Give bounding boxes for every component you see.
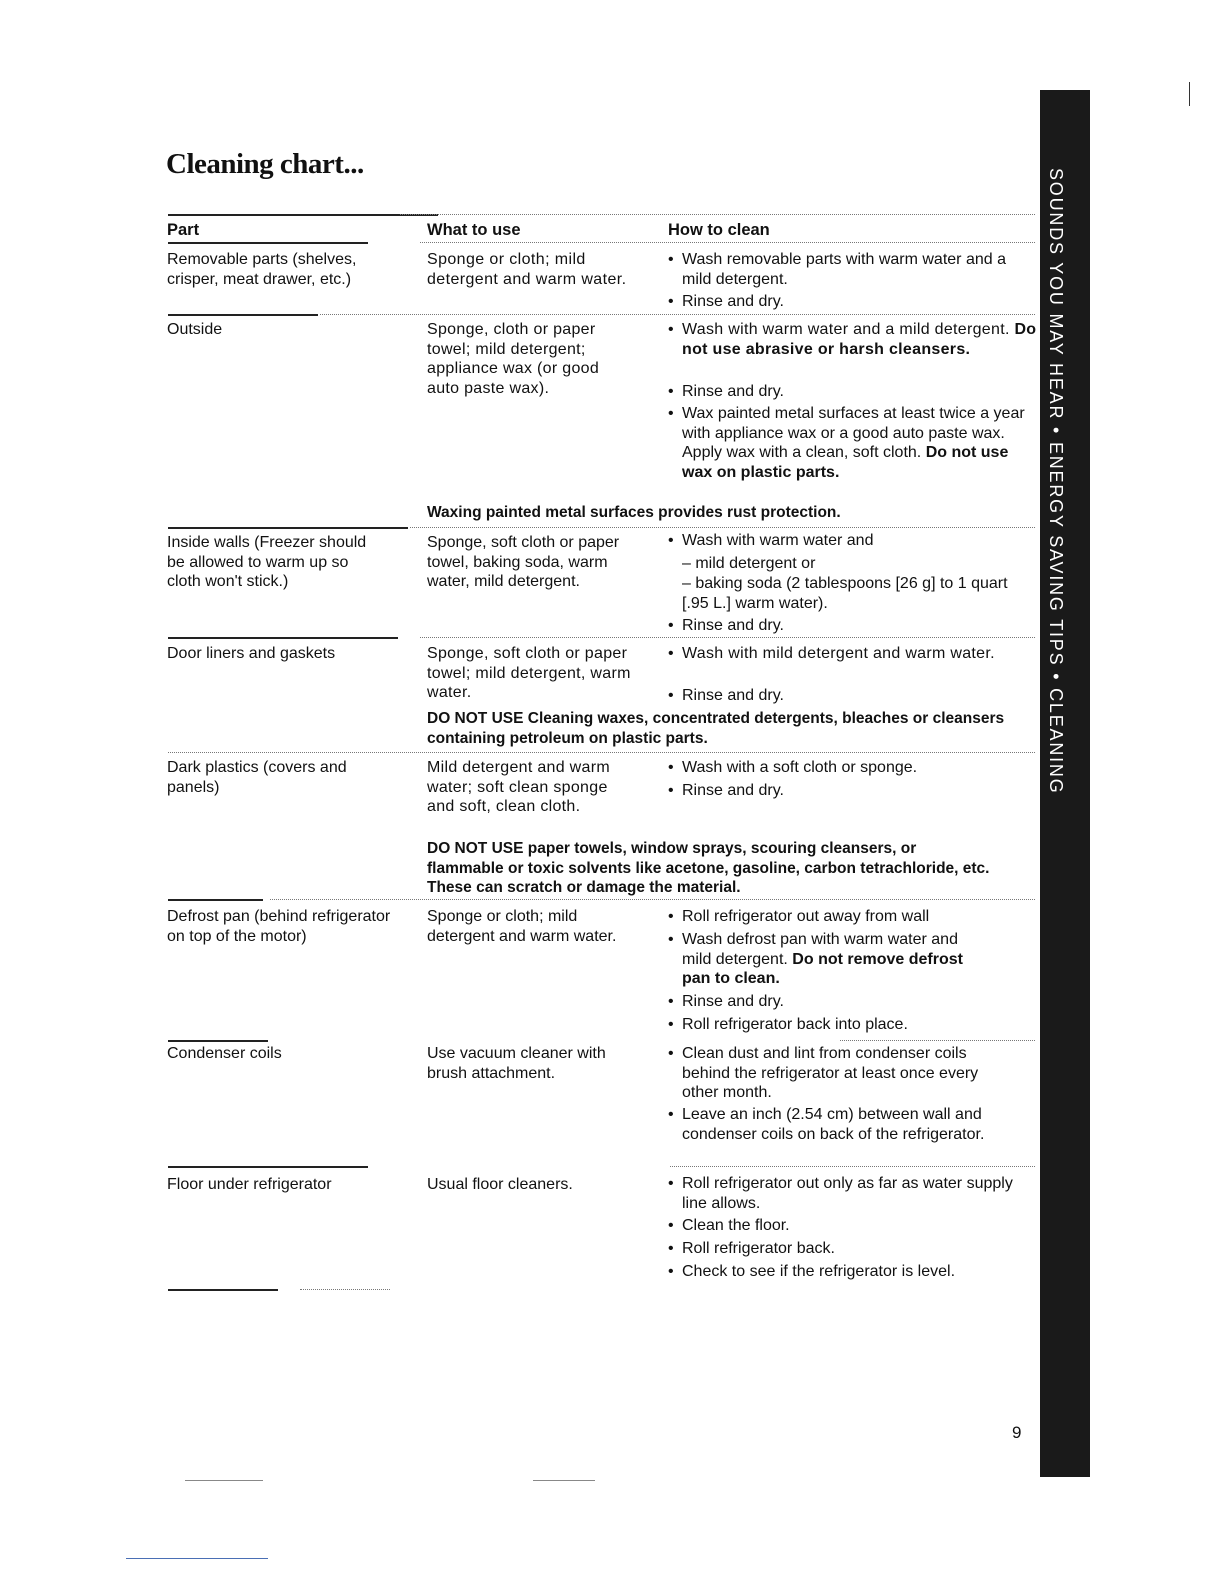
part-cell: Floor under refrigerator	[167, 1176, 332, 1193]
column-header-what: What to use	[427, 221, 521, 239]
how-item: • Wash with mild detergent and warm water.	[668, 644, 1037, 664]
page-title: Cleaning chart...	[166, 148, 364, 180]
divider	[168, 1289, 278, 1291]
divider	[400, 214, 1035, 215]
how-text: Wash with warm water and a mild detergent.	[682, 321, 1010, 338]
row-note: DO NOT USE paper towels, window sprays, scouring cleansers, or flammable or toxic solvents like acetone, gasoline, carbon tetrachloride, etc. These can scratch or damage the material.	[427, 840, 990, 896]
how-item: • Roll refrigerator back into place.	[668, 1015, 1037, 1035]
how-warning: Do not use abrasive or harsh cleansers.	[682, 321, 1037, 358]
divider	[168, 899, 263, 901]
divider	[420, 242, 1035, 243]
row-note: Waxing painted metal surfaces provides rust protection.	[427, 504, 841, 521]
column-header-how: How to clean	[668, 221, 770, 239]
divider	[670, 1166, 1035, 1167]
how-item: • Rinse and dry.	[668, 992, 1037, 1012]
what-cell: Sponge or cloth; mild detergent and warm water.	[427, 251, 627, 288]
divider	[168, 527, 408, 529]
how-warning: Do not use wax on plastic parts.	[682, 444, 1009, 481]
section-tab-label: SOUNDS YOU MAY HEAR • ENERGY SAVING TIPS • CLEANING	[1046, 168, 1066, 795]
how-warning: Do not remove defrost pan to clean.	[682, 950, 963, 987]
what-cell: Sponge, soft cloth or paper towel, baking soda, warm water, mild detergent.	[427, 534, 620, 590]
footer-rule	[126, 1558, 268, 1559]
divider	[320, 314, 1035, 315]
how-text: Wax painted metal surfaces at least twice a year with appliance wax or a good auto paste wax. Apply wax with a clean, soft cloth.	[682, 405, 1025, 461]
footer-rule	[185, 1480, 263, 1481]
how-subitem: – mild detergent or	[682, 555, 816, 572]
divider	[168, 752, 1035, 753]
divider	[168, 242, 368, 244]
part-cell: Condenser coils	[167, 1045, 282, 1062]
divider	[840, 1040, 1035, 1041]
how-item: • Rinse and dry.	[668, 382, 1037, 402]
divider	[168, 314, 318, 316]
divider	[420, 637, 1035, 638]
how-item: • Clean dust and lint from condenser coils behind the refrigerator at least once every other month.	[668, 1044, 997, 1103]
column-header-part: Part	[167, 221, 200, 239]
divider	[168, 1040, 268, 1042]
how-item	[668, 320, 1037, 359]
part-cell: Door liners and gaskets	[167, 645, 336, 662]
divider	[410, 527, 1035, 528]
how-item: • Rinse and dry.	[668, 292, 1037, 312]
what-cell: Sponge, soft cloth or paper towel; mild detergent, warm water.	[427, 645, 631, 701]
how-text: Wash defrost pan with warm water and mild detergent.	[682, 931, 958, 968]
how-item: • Check to see if the refrigerator is level.	[668, 1262, 1037, 1282]
how-item: • Rinse and dry.	[668, 781, 1037, 801]
row-note: DO NOT USE Cleaning waxes, concentrated detergents, bleaches or cleansers containing petroleum on plastic parts.	[427, 710, 1005, 747]
how-item	[668, 404, 1037, 482]
divider	[168, 1166, 368, 1168]
margin-mark	[1189, 82, 1190, 106]
part-cell: Outside	[167, 321, 223, 338]
part-cell: Inside walls (Freezer should be allowed to warm up so cloth won't stick.)	[167, 534, 367, 590]
page-number: 9	[1012, 1423, 1022, 1442]
how-item: • Roll refrigerator out only as far as water supply line allows.	[668, 1174, 1037, 1213]
divider	[168, 214, 438, 216]
how-item: • Wash with warm water and	[668, 531, 1037, 551]
what-cell: Mild detergent and warm water; soft clean sponge and soft, clean cloth.	[427, 759, 610, 815]
part-cell: Defrost pan (behind refrigerator on top of the motor)	[167, 908, 391, 945]
what-cell: Sponge, cloth or paper towel; mild detergent; appliance wax (or good auto paste wax).	[427, 321, 600, 397]
how-item: • Roll refrigerator out away from wall	[668, 907, 1037, 927]
how-item	[668, 930, 982, 989]
divider	[300, 1289, 390, 1290]
footer-rule	[533, 1480, 595, 1481]
how-item: • Rinse and dry.	[668, 686, 1037, 706]
how-item: • Roll refrigerator back.	[668, 1239, 1037, 1259]
what-cell: Usual floor cleaners.	[427, 1176, 573, 1193]
how-item: • Clean the floor.	[668, 1216, 1037, 1236]
part-cell: Dark plastics (covers and panels)	[167, 759, 347, 796]
how-subitem: – baking soda (2 tablespoons [26 g] to 1 quart [.95 L.] warm water).	[682, 575, 1008, 612]
how-item: • Wash removable parts with warm water and a mild detergent.	[668, 250, 1037, 289]
what-cell: Sponge or cloth; mild detergent and warm water.	[427, 908, 617, 945]
how-item: • Wash with a soft cloth or sponge.	[668, 758, 1037, 778]
how-item: • Rinse and dry.	[668, 616, 1037, 636]
divider	[168, 637, 398, 639]
how-item: • Leave an inch (2.54 cm) between wall and condenser coils on back of the refrigerator.	[668, 1105, 992, 1144]
divider	[270, 899, 1035, 900]
what-cell: Use vacuum cleaner with brush attachment.	[427, 1045, 606, 1082]
part-cell: Removable parts (shelves, crisper, meat drawer, etc.)	[167, 251, 357, 288]
